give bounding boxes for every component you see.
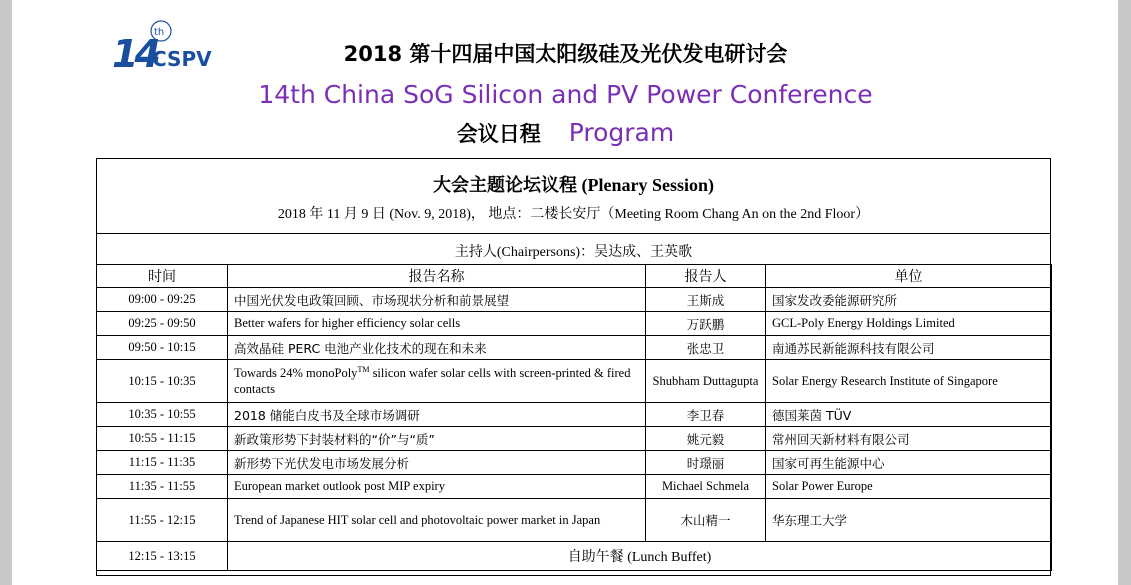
program-heading — [0, 118, 1131, 148]
table-row — [97, 288, 1052, 312]
row-title: 中国光伏发电政策回顾、市场现状分析和前景展望 — [228, 288, 646, 312]
row-speaker: 王斯成 — [646, 288, 766, 312]
header-title: 报告名称 — [228, 265, 646, 288]
row-title: Better wafers for higher efficiency solar cells — [228, 312, 646, 336]
table-row — [97, 451, 1052, 475]
table-row — [97, 336, 1052, 360]
session-title-en: (Plenary Session) — [581, 175, 714, 195]
table-row — [97, 403, 1052, 427]
row-time: 11:35 - 11:55 — [97, 475, 228, 499]
table-header-row — [97, 265, 1052, 288]
row-time: 11:15 - 11:35 — [97, 451, 228, 475]
conference-title-en: 14th China SoG Silicon and PV Power Conference — [258, 80, 873, 109]
lunch-time: 12:15 - 13:15 — [97, 542, 228, 571]
lunch-label-cn: 自助午餐 — [567, 549, 624, 565]
row-title: European market outlook post MIP expiry — [228, 475, 646, 499]
row-title-part: Towards 24% monoPoly — [234, 366, 358, 381]
table-row — [97, 360, 1052, 403]
chairs-label-cn: 主持人 — [454, 244, 497, 260]
program-heading-en: Program — [568, 118, 675, 147]
row-unit: Solar Energy Research Institute of Singapore — [766, 360, 1052, 403]
header-time: 时间 — [97, 265, 228, 288]
lunch-label-en: (Lunch Buffet) — [627, 550, 712, 565]
row-time: 09:50 - 10:15 — [97, 336, 228, 360]
table-row — [97, 499, 1052, 542]
row-unit: 德国莱茵 TÜV — [766, 403, 1052, 427]
row-time: 11:55 - 12:15 — [97, 499, 228, 542]
chairs-label-en: (Chairpersons)： — [496, 245, 595, 260]
header-unit: 单位 — [766, 265, 1052, 288]
session-title-cn: 大会主题论坛议程 — [433, 175, 577, 196]
row-speaker: 木山精一 — [646, 499, 766, 542]
row-speaker: 万跃鹏 — [646, 312, 766, 336]
row-speaker: 李卫春 — [646, 403, 766, 427]
row-unit: 国家发改委能源研究所 — [766, 288, 1052, 312]
row-time: 10:55 - 11:15 — [97, 427, 228, 451]
row-title: 新政策形势下封装材料的“价”与“质” — [228, 427, 646, 451]
row-speaker: Shubham Duttagupta — [646, 360, 766, 403]
row-speaker: 张忠卫 — [646, 336, 766, 360]
row-title: 2018 储能白皮书及全球市场调研 — [228, 403, 646, 427]
schedule-table — [96, 264, 1052, 571]
row-speaker: 姚元毅 — [646, 427, 766, 451]
table-row — [97, 475, 1052, 499]
row-unit: 华东理工大学 — [766, 499, 1052, 542]
lunch-row — [97, 542, 1052, 571]
svg-text:CSPV: CSPV — [152, 47, 212, 71]
row-title: Trend of Japanese HIT solar cell and photovoltaic power market in Japan — [228, 499, 646, 542]
session-date-location: 2018 年 11 月 9 日 (Nov. 9, 2018)， 地点：二楼长安厅（Meeting Room Chang An on the 2nd Floor） — [277, 207, 870, 222]
divider — [97, 233, 1050, 234]
row-time: 10:35 - 10:55 — [97, 403, 228, 427]
row-speaker: 时璟丽 — [646, 451, 766, 475]
row-unit: Solar Power Europe — [766, 475, 1052, 499]
row-title: 高效晶硅 PERC 电池产业化技术的现在和未来 — [228, 336, 646, 360]
row-title-part: silicon wafer solar cells with screen-printed & fired contacts — [234, 366, 631, 396]
svg-text:14: 14 — [112, 32, 157, 74]
table-row — [97, 427, 1052, 451]
row-unit: 国家可再生能源中心 — [766, 451, 1052, 475]
lunch-label — [228, 542, 1052, 571]
row-unit: 常州回天新材料有限公司 — [766, 427, 1052, 451]
row-unit: GCL-Poly Energy Holdings Limited — [766, 312, 1052, 336]
session-frame — [96, 158, 1051, 576]
chairs-names: 吴达成、王英歌 — [594, 244, 693, 260]
header-speaker: 报告人 — [646, 265, 766, 288]
conference-title-cn: 2018 第十四届中国太阳级硅及光伏发电研讨会 — [343, 42, 788, 66]
table-row — [97, 312, 1052, 336]
chairpersons — [97, 241, 1050, 261]
row-title: 新形势下光伏发电市场发展分析 — [228, 451, 646, 475]
program-heading-cn: 会议日程 — [456, 122, 541, 146]
row-time: 09:25 - 09:50 — [97, 312, 228, 336]
row-unit: 南通苏民新能源科技有限公司 — [766, 336, 1052, 360]
trademark-mark: TM — [357, 365, 370, 375]
session-title — [97, 171, 1050, 197]
svg-text:th: th — [154, 27, 165, 38]
row-time: 10:15 - 10:35 — [97, 360, 228, 403]
row-time: 09:00 - 09:25 — [97, 288, 228, 312]
row-speaker: Michael Schmela — [646, 475, 766, 499]
row-title — [228, 360, 646, 403]
